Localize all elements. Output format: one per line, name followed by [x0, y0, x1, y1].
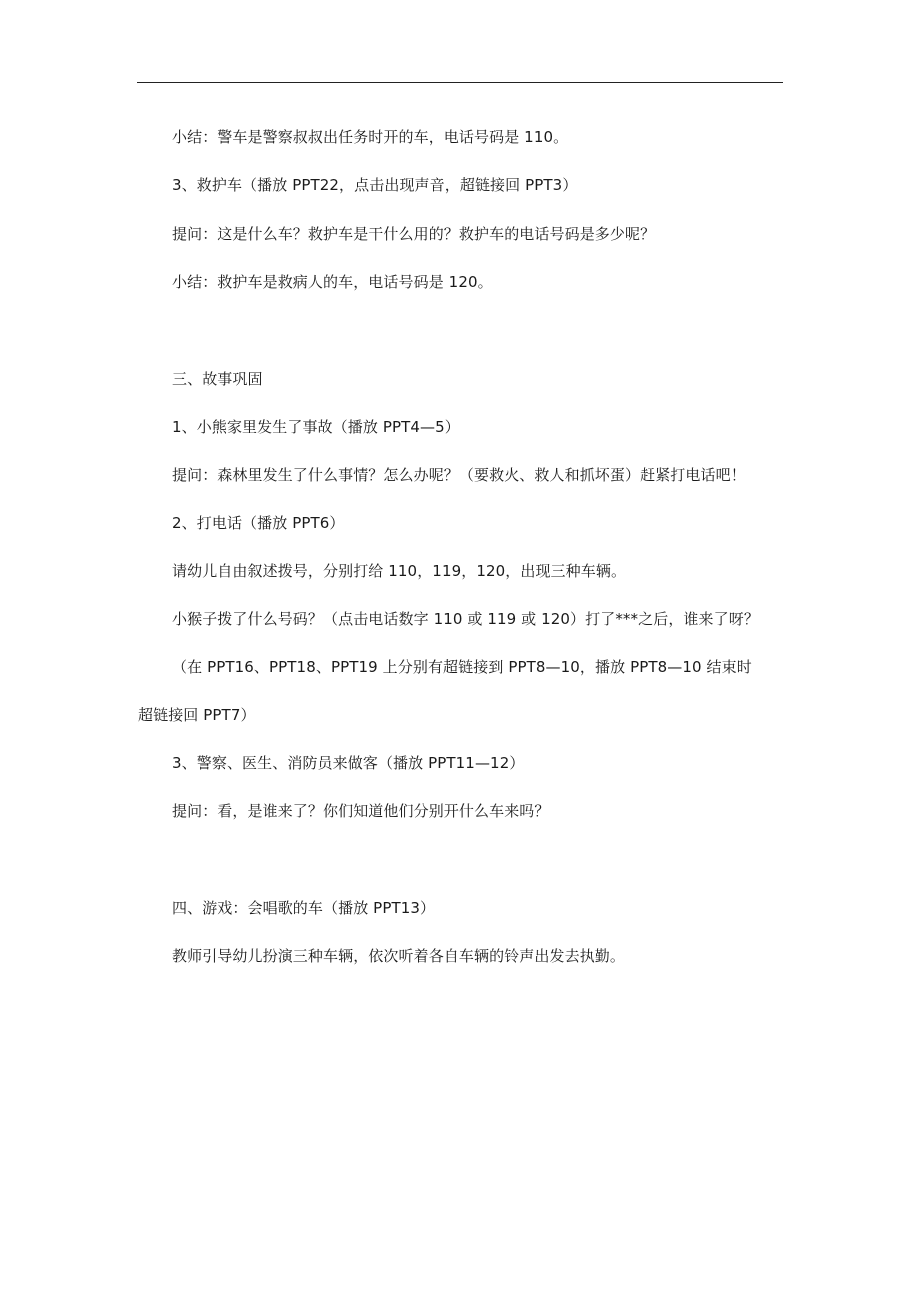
question-ambulance: 提问：这是什么车？救护车是干什么用的？救护车的电话号码是多少呢？ [172, 225, 656, 243]
item-phone-call: 2、打电话（播放 PPT6） [172, 514, 345, 532]
note-hyperlinks-continued: 超链接回 PPT7） [138, 706, 256, 724]
question-forest: 提问：森林里发生了什么事情？怎么办呢？（要救火、救人和抓坏蛋）赶紧打电话吧！ [172, 466, 746, 484]
item-guests: 3、警察、医生、消防员来做客（播放 PPT11—12） [172, 754, 525, 772]
header-rule [137, 82, 783, 83]
section-heading-story: 三、故事巩固 [172, 370, 263, 388]
note-hyperlinks: （在 PPT16、PPT18、PPT19 上分别有超链接到 PPT8—10，播放 PPT8—10 结束时 [172, 658, 752, 676]
summary-ambulance: 小结：救护车是救病人的车，电话号码是 120。 [172, 273, 493, 291]
question-guests: 提问：看，是谁来了？你们知道他们分别开什么车来吗？ [172, 802, 550, 820]
item-ambulance: 3、救护车（播放 PPT22，点击出现声音，超链接回 PPT3） [172, 176, 578, 194]
question-monkey: 小猴子拨了什么号码？（点击电话数字 110 或 119 或 120）打了***之后，谁来了呀？ [172, 610, 759, 628]
instruction-game: 教师引导幼儿扮演三种车辆，依次听着各自车辆的铃声出发去执勤。 [172, 947, 626, 965]
section-heading-game: 四、游戏：会唱歌的车（播放 PPT13） [172, 899, 436, 917]
item-bear-accident: 1、小熊家里发生了事故（播放 PPT4—5） [172, 418, 460, 436]
instruction-dial: 请幼儿自由叙述拨号，分别打给 110，119，120，出现三种车辆。 [172, 562, 627, 580]
summary-police-car: 小结：警车是警察叔叔出任务时开的车，电话号码是 110。 [172, 128, 569, 146]
